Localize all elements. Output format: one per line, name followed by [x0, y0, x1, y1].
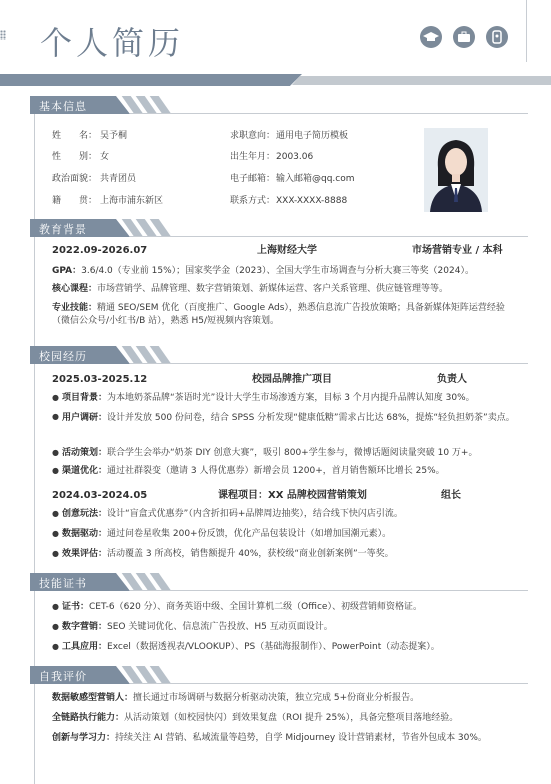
email-label: 电子邮箱：: [230, 174, 276, 184]
section-title: 技能证书: [39, 577, 87, 590]
intent-label: 求职意向：: [230, 131, 276, 141]
phone-value: XXX-XXXX-8888: [276, 196, 348, 206]
bullet-icon: ●: [52, 509, 59, 518]
gender-label: 性 别：: [52, 152, 98, 162]
decorative-dots: [0, 30, 6, 40]
exp1-item: 项目背景：为本地奶茶品牌“茶语时光”设计大学生市场渗透方案，目标 3 个月内提升品牌认知度 30%。: [62, 393, 475, 403]
section-basic-info: [30, 96, 528, 116]
graduation-cap-icon: [420, 26, 442, 48]
gender-value: 女: [100, 152, 110, 162]
bullet-icon: ●: [52, 602, 59, 611]
id-badge-icon: [486, 26, 508, 48]
bullet-icon: ●: [52, 642, 59, 651]
exp2-item: 数据驱动：通过问卷星收集 200+份反馈，优化产品包装设计（如增加国潮元素）。: [62, 529, 392, 539]
bullet-icon: ●: [52, 412, 59, 421]
bullet-icon: ●: [52, 466, 59, 475]
bullet-icon: ●: [52, 529, 59, 538]
exp1-period: 2025.03-2025.12: [52, 374, 148, 385]
phone-label: 联系方式：: [230, 196, 276, 206]
exp2-period: 2024.03-2024.05: [52, 490, 148, 501]
exp1-item: 渠道优化：通过社群裂变（邀请 3 人得优惠券）新增会员 1200+，首月销售额环比增长 25%。: [62, 466, 445, 476]
profile-photo: [424, 128, 488, 212]
exp2-role: 组长: [441, 490, 461, 501]
exp1-item: 用户调研：设计并发放 500 份问卷，结合 SPSS 分析发现“健康低糖”需求占比达 68%，提炼“轻负担奶茶”卖点。: [62, 413, 515, 423]
section-self-eval: [30, 666, 528, 686]
header-divider: [526, 0, 527, 62]
self-eval-item: 数据敏感型营销人：擅长通过市场调研与数据分析驱动决策，独立完成 5+份商业分析报告。: [52, 693, 420, 703]
exp2-item: 创意玩法：设计“盲盒式优惠券”（内含折扣码+品牌周边抽奖），结合线下快闪店引流。: [62, 509, 403, 519]
briefcase-icon: [453, 26, 475, 48]
skill-item: 工具应用：Excel（数据透视表/VLOOKUP）、PS（基础海报制作）、PowerPoint（动态提案）。: [62, 642, 440, 652]
name-label: 姓 名：: [52, 131, 98, 141]
bullet-icon: ●: [52, 393, 59, 402]
origin-value: 上海市浦东新区: [100, 196, 164, 206]
intent-value: 通用电子简历模板: [276, 131, 349, 141]
politics-label: 政治面貌：: [52, 174, 98, 184]
section-title: 校园经历: [39, 350, 87, 363]
edu-gpa: GPA：3.6/4.0（专业前 15%）；国家奖学金（2023）、全国大学生市场调查与分析大赛三等奖（2024）。: [52, 266, 474, 276]
exp2-project: 课程项目：XX 品牌校园营销策划: [218, 490, 367, 501]
bullet-icon: ●: [52, 622, 59, 631]
politics-value: 共青团员: [100, 174, 137, 184]
section-title: 基本信息: [39, 100, 87, 113]
skill-item: 数字营销：SEO 关键词优化、信息流广告投放、H5 互动页面设计。: [62, 622, 333, 632]
section-title: 教育背景: [39, 223, 87, 236]
edu-major: 市场营销专业 / 本科: [412, 245, 503, 256]
edu-courses: 核心课程：市场营销学、品牌管理、数字营销策划、新媒体运营、客户关系管理、供应链管理等等。: [52, 284, 449, 294]
header-band-light: [292, 76, 551, 85]
birth-label: 出生年月：: [230, 152, 276, 162]
skill-item: 证书：CET-6（620 分）、商务英语中级、全国计算机二级（Office）、初级营销师资格证。: [62, 602, 422, 612]
birth-value: 2003.06: [276, 152, 314, 162]
exp1-role: 负责人: [437, 374, 467, 385]
edu-skills: 专业技能：精通 SEO/SEM 优化（百度推广、Google Ads），熟悉信息流广告投放策略；具备新媒体矩阵运营经验（微信公众号/小红书/B 站），熟悉 H5/短视频内容策划。: [52, 303, 505, 326]
exp1-item: 活动策划：联合学生会举办“奶茶 DIY 创意大赛”，吸引 800+学生参与，微博话题阅读量突破 10 万+。: [62, 448, 478, 458]
section-education: [30, 219, 528, 239]
bullet-icon: ●: [52, 448, 59, 457]
header-band-dark: [0, 74, 302, 86]
email-value: 输入邮箱@qq.com: [276, 174, 355, 184]
edu-period: 2022.09-2026.07: [52, 245, 148, 256]
page-title: 个人简历: [40, 24, 185, 62]
origin-label: 籍 贯：: [52, 196, 98, 206]
exp2-item: 效果评估：活动覆盖 3 所高校，销售额提升 40%，获校级“商业创新案例”一等奖。: [62, 549, 394, 559]
name-value: 吴予桐: [100, 131, 128, 141]
self-eval-item: 创新与学习力：持续关注 AI 营销、私域流量等趋势，自学 Midjourney 设计营销素材，节省外包成本 30%。: [52, 733, 487, 743]
bullet-icon: ●: [52, 549, 59, 558]
self-eval-item: 全链路执行能力：从活动策划（如校园快闪）到效果复盘（ROI 提升 25%），具备完整项目落地经验。: [52, 713, 459, 723]
section-skills: [30, 573, 528, 593]
section-title: 自我评价: [39, 670, 87, 683]
exp1-project: 校园品牌推广项目: [252, 374, 332, 385]
section-campus: [30, 346, 528, 366]
edu-school: 上海财经大学: [257, 245, 317, 256]
